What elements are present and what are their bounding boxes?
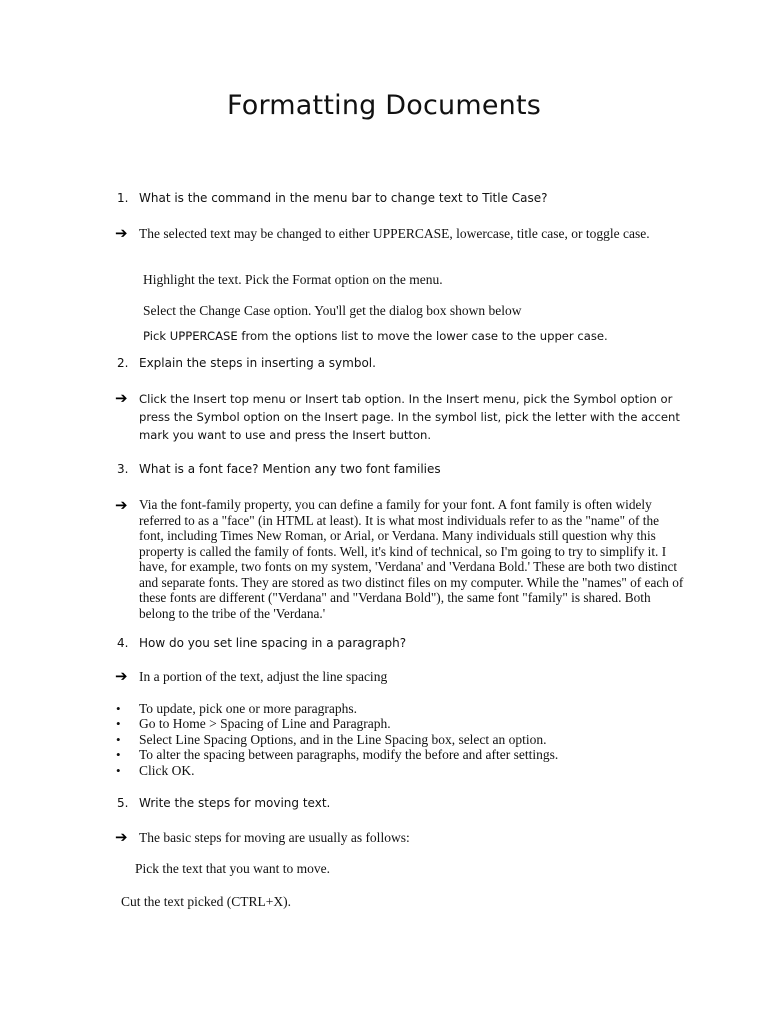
answer-4-lead: In a portion of the text, adjust the line spacing [139, 669, 388, 684]
question-text: How do you set line spacing in a paragraph? [139, 636, 407, 650]
list-item-text: Click OK. [139, 762, 195, 778]
question-5 [117, 794, 717, 812]
bullet-icon: • [116, 762, 121, 778]
list-item [116, 763, 736, 778]
arrow-icon: ➔ [115, 224, 128, 242]
question-number: 1. [117, 191, 129, 205]
question-2 [117, 354, 717, 372]
question-3 [117, 460, 717, 478]
list-item-text: To update, pick one or more paragraphs. [139, 701, 357, 716]
arrow-icon: ➔ [115, 389, 128, 407]
answer-1-step-2: Select the Change Case option. You'll get the dialog box shown below [143, 303, 522, 318]
answer-1-lead: The selected text may be changed to either UPPERCASE, lowercase, title case, or toggle case. [139, 226, 650, 241]
answer-5-lead: The basic steps for moving are usually as follows: [139, 830, 410, 845]
answer-1-step-1: Highlight the text. Pick the Format option on the menu. [143, 272, 443, 287]
list-item-text: Select Line Spacing Options, and in the Line Spacing box, select an option. [139, 731, 547, 747]
arrow-icon: ➔ [115, 667, 128, 685]
page-title: Formatting Documents [226, 90, 541, 121]
question-number: 4. [117, 636, 129, 650]
answer-5-step-2: Cut the text picked (CTRL+X). [121, 894, 291, 909]
arrow-icon: ➔ [115, 828, 128, 846]
question-text: Write the steps for moving text. [139, 796, 331, 810]
question-number: 3. [117, 462, 129, 476]
list-item-text: Go to Home > Spacing of Line and Paragraph. [139, 716, 391, 732]
question-text: What is the command in the menu bar to change text to Title Case? [139, 191, 548, 205]
question-number: 5. [117, 796, 129, 810]
answer-5-step-1: Pick the text that you want to move. [135, 861, 330, 876]
arrow-icon: ➔ [115, 496, 128, 514]
list-item [116, 716, 736, 731]
bullet-icon: • [116, 747, 121, 763]
line-spacing-steps [116, 701, 736, 778]
bullet-icon: • [116, 731, 121, 747]
bullet-icon: • [116, 701, 121, 716]
answer-2-text: Click the Insert top menu or Insert tab option. In the Insert menu, pick the Symbol option or press the Symbol option on the Insert page. In the symbol list, pick the letter with the accent mark you want to use and press the Insert button. [139, 392, 680, 442]
list-item [116, 732, 736, 747]
question-4 [117, 634, 717, 652]
list-item [116, 701, 736, 716]
answer-3-text: Via the font-family property, you can define a family for your font. A font family is often widely referred to as a "face" (in HTML at least). It is what most individuals refer to as the "name" of the font, including Times New Roman, or Arial, or Verdana. Many individuals still question why this property is called the family of fonts. Well, it's kind of technical, so I'm going to try to simplify it. I have, for example, two fonts on my system, 'Verdana' and 'Verdana Bold.' These are both two distinct and separate fonts. They are stored as two distinct files on my computer. While the "names" of each of these fonts are different ("Verdana" and "Verdana Bold"), the same font "family" is shared. Both belong to the tribe of the 'Verdana.' [139, 497, 684, 621]
question-text: What is a font face? Mention any two font families [139, 462, 441, 476]
list-item-text: To alter the spacing between paragraphs, modify the before and after settings. [139, 747, 559, 763]
question-number: 2. [117, 356, 129, 370]
bullet-icon: • [116, 716, 121, 732]
question-1 [117, 189, 717, 207]
list-item [116, 747, 736, 762]
answer-1-step-3: Pick UPPERCASE from the options list to move the lower case to the upper case. [143, 329, 608, 343]
question-text: Explain the steps in inserting a symbol. [139, 356, 376, 370]
